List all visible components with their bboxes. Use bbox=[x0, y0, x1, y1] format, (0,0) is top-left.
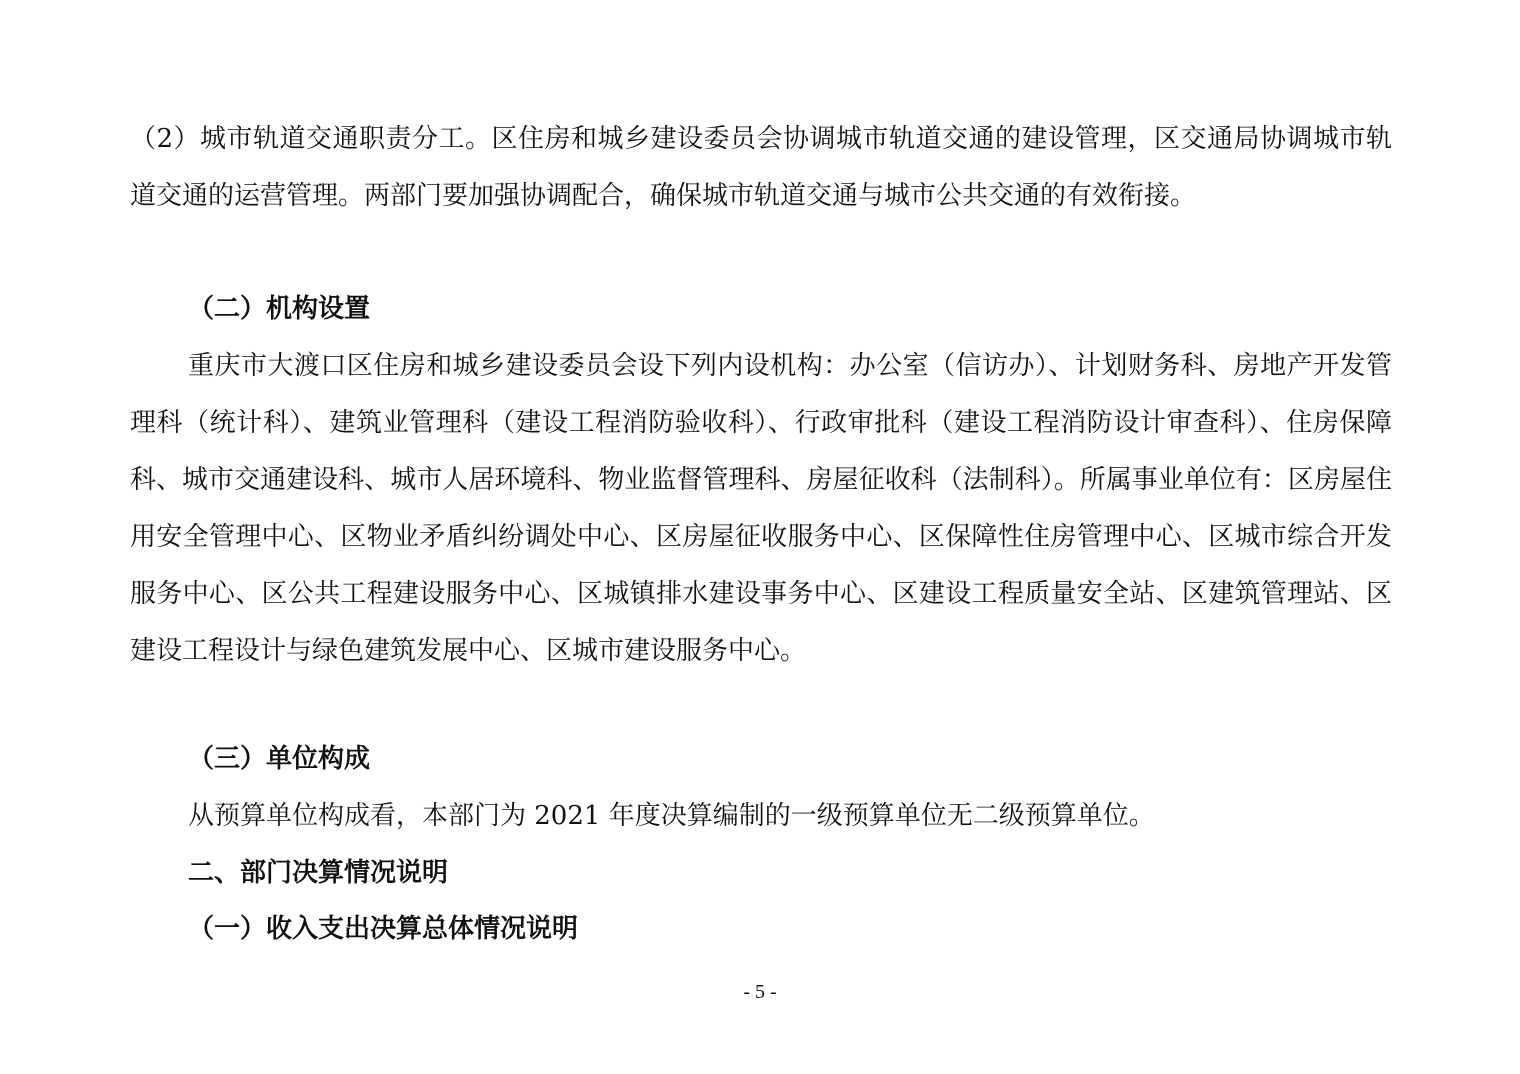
heading-income-expenditure-overview: （一）收入支出决算总体情况说明 bbox=[188, 914, 579, 944]
paragraph-unit-composition: 从预算单位构成看，本部门为 2021 年度决算编制的一级预算单位无二级预算单位。 bbox=[188, 801, 1155, 831]
paragraph-organization-setup: 重庆市大渡口区住房和城乡建设委员会设下列内设机构：办公室（信访办）、计划财务科、房地产开发管理科（统计科）、建筑业管理科（建设工程消防验收科）、行政审批科（建设工程消防设计审查科）、住房保障科、城市交通建设科、城市人居环境科、物业监督管理科、房屋征收科（法制科）。所属事业单位有：区房屋住用安全管理中心、区物业矛盾纠纷调处中心、区房屋征收服务中心、区保障性住房管理中心、区城市综合开发服务中心、区公共工程建设服务中心、区城镇排水建设事务中心、区建设工程质量安全站、区建筑管理站、区建设工程设计与绿色建筑发展中心、区城市建设服务中心。 bbox=[130, 351, 1392, 666]
page-number: - 5 - bbox=[743, 981, 777, 1003]
paragraph-rail-transit-duties: （2）城市轨道交通职责分工。区住房和城乡建设委员会协调城市轨道交通的建设管理，区交通局协调城市轨道交通的运营管理。两部门要加强协调配合，确保城市轨道交通与城市公共交通的有效衔接。 bbox=[130, 124, 1392, 211]
heading-unit-composition: （三）单位构成 bbox=[188, 744, 371, 774]
heading-section-two: 二、部门决算情况说明 bbox=[188, 858, 449, 888]
heading-organization-setup: （二）机构设置 bbox=[188, 294, 371, 324]
